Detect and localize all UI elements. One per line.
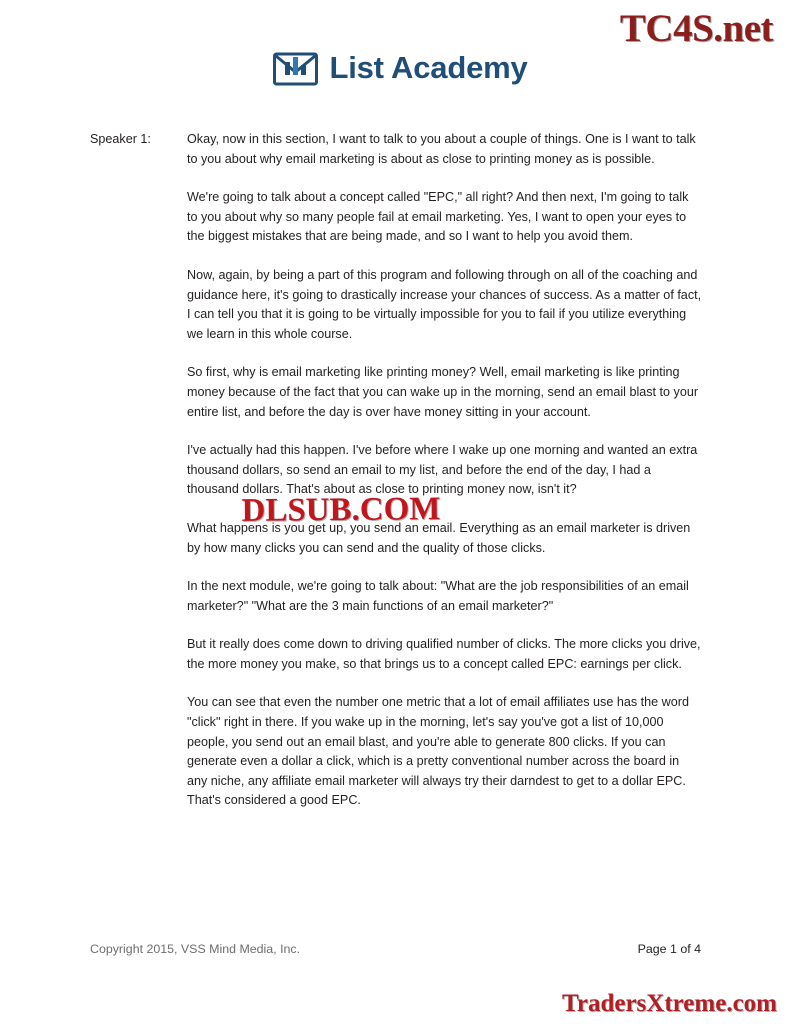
speaker-row: [90, 130, 702, 811]
logo-text: List Academy: [329, 50, 528, 85]
watermark-center: DLSUB.COM: [241, 491, 441, 529]
transcript-paragraph: But it really does come down to driving qualified number of clicks. The more clicks you drive, the more money you make, so that brings us to a concept called EPC: earnings per click.: [187, 637, 701, 671]
transcript-body: [90, 130, 702, 811]
speaker-label: Speaker 1:: [90, 132, 151, 146]
watermark-bottom-right: TradersXtreme.com: [562, 990, 777, 1017]
transcript-paragraph: I've actually had this happen. I've before where I wake up one morning and wanted an extra thousand dollars, so send an email to my list, and before the end of the day, I had a thousand dollars. That's about as close to printing money now, isn't it?: [187, 443, 698, 497]
transcript-paragraph: In the next module, we're going to talk about: "What are the job responsibilities of an email marketer?" "What are the 3 main functions of an email marketer?": [187, 579, 689, 613]
page-footer: [90, 942, 701, 956]
transcript-paragraph: What happens is you get up, you send an email. Everything as an email marketer is driven by how many clicks you can send and the quality of those clicks.: [187, 520, 691, 555]
transcript-paragraph: Okay, now in this section, I want to talk to you about a couple of things. One is I want to talk to you about why email marketing is about as close to printing money as is possible.: [187, 132, 696, 166]
transcript-paragraph: You can see that even the number one metric that a lot of email affiliates use has the word "click" right in there. If you wake up in the morning, let's say you've got a list of 10,000 people, you send out an email blast, and you're able to generate 800 clicks. If you can generate even a dollar a click, which is a pretty conventional number across the board in any niche, any affiliate email marketer will always try their darndest to get to a dollar EPC. That's considered a good EPC.: [187, 695, 689, 808]
logo-header: [0, 48, 791, 88]
transcript-paragraph: So first, why is email marketing like printing money? Well, email marketing is like printing money because of the fact that you can wake up in the morning, send an email blast to your entire list, and before the day is over have money sitting in your account.: [187, 365, 699, 419]
copyright-text: Copyright 2015, VSS Mind Media, Inc.: [90, 942, 301, 956]
transcript-paragraph: Now, again, by being a part of this program and following through on all of the coaching and guidance here, it's going to drastically increase your chances of success. As a matter of fact, I can tell you that it is going to be virtually impossible for you to fail if you utilize everything we learn in this whole course.: [187, 267, 702, 341]
page-number: Page 1 of 4: [637, 942, 701, 956]
watermark-top-right: TC4S.net: [619, 7, 773, 50]
envelope-chart-logo-icon: [273, 48, 319, 88]
transcript-paragraph: We're going to talk about a concept called "EPC," all right? And then next, I'm going to talk to you about why so many people fail at email marketing. Yes, I want to open your eyes to the biggest mistakes that are being made, and so I want to help you avoid them.: [187, 190, 689, 244]
paragraph-column: [187, 130, 702, 811]
